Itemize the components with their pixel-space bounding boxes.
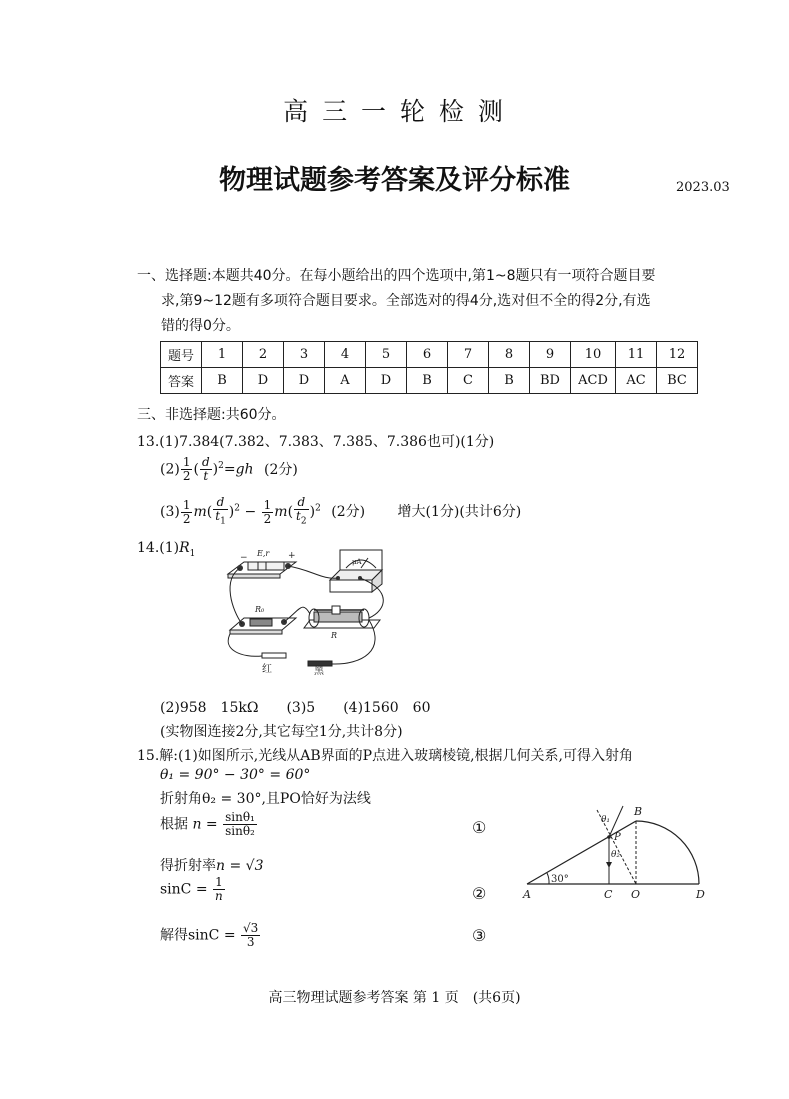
q15-eq2-den: n [215,889,223,903]
q15-eq3 [160,922,261,949]
q15-eq1-lhs: n = [192,816,218,833]
answer-cell: B [407,368,448,394]
q15-eq1-prefix: 根据 [160,816,188,833]
answer-cell: BC [657,368,698,394]
q13-part3: (3) $\frac{1}{2}$ m( $\frac{d}{t_1}$ )$^2$ − $\frac{1}{2}$ m( $\frac{d}{t_2}$ )$^2$ (2分) 增大(1分)(共计6分) [160,495,522,527]
answer-cell: BD [530,368,571,394]
section1-intro-line3: 错的得0分。 [161,318,240,334]
red-lead-label: 红 [262,664,272,675]
table-row-answers [161,368,698,394]
answer-cell: B [489,368,530,394]
question-number-cell: 9 [530,342,571,368]
question-number-cell: 12 [657,342,698,368]
row-label-number: 题号 [161,342,202,368]
r0-label: R₀ [255,605,265,614]
q14-line2: (2)958 15kΩ (3)5 (4)1560 60 [160,700,431,716]
exam-date: 2023.03 [676,180,730,195]
row-label-answer: 答案 [161,368,202,394]
label-theta2: θ₂ [611,850,621,860]
q15-eq1 [160,811,258,838]
question-number-cell: 8 [489,342,530,368]
q15-line2: θ₁ = 90° − 30° = 60° [160,767,311,783]
angle-arc [547,873,549,884]
q15-eq3-den: 3 [246,935,255,949]
battery-board [228,549,296,578]
q14-line3: (实物图连接2分,其它每空1分,共计8分) [160,724,403,740]
q15-eq2-num: 1 [213,876,225,890]
q15-eq-n-prefix: 得折射率 [160,858,216,874]
question-number-cell: 3 [284,342,325,368]
answer-cell: AC [616,368,657,394]
q13-part2: (2) $\frac{1}{2}$ ( $\frac{d}{t}$ )$^2$=gh (2分) [160,455,298,483]
q15-eq1-num: sinθ₁ [225,810,255,824]
question-number-cell: 6 [407,342,448,368]
resistor-r0-board [230,605,296,634]
q13-part2-score: (2分) [264,461,298,478]
answer-cell: B [202,368,243,394]
table-row-numbers [161,342,698,368]
answer-cell: A [325,368,366,394]
q15-line1: 15.解:(1)如图所示,光线从AB界面的P点进入玻璃棱镜,根据几何关系,可得入射角 [137,748,633,764]
q13-line1: 13.(1)7.384(7.382、7.383、7.385、7.386也可)(1分) [137,434,495,450]
black-lead-label: 黑 [314,666,324,675]
q13-part3-prefix: (3) [160,504,180,521]
q15-eq1-den: sinθ₂ [225,824,255,838]
section3-heading: 三、非选择题:共60分。 [137,407,286,423]
q13-part3-extra: 增大(1分)(共计6分) [397,504,522,521]
q15-eq2-mark: ② [472,884,487,903]
label-p: P [614,832,621,843]
answer-cell: D [284,368,325,394]
q15-eq3-mark: ③ [472,926,487,945]
label-d: D [696,888,705,901]
answer-cell: D [366,368,407,394]
red-probe [262,653,286,675]
label-a: A [523,888,531,901]
ray-arrow [606,862,612,868]
svg-text:+: + [288,551,296,561]
meter-label: μA [352,558,362,566]
arc-bd [636,821,699,884]
q13-part2-prefix: (2) [160,461,180,478]
rheostat-label: R [331,631,338,640]
label-b: B [634,805,643,818]
page-footer: 高三物理试题参考答案 第 1 页 (共6页) [268,990,521,1006]
page-title: 物理试题参考答案及评分标准 [219,165,570,196]
q13-part3-score: (2分) [331,504,366,521]
q15-eq3-prefix: 解得 [160,927,188,944]
prism-figure [515,800,715,905]
rheostat [304,606,380,640]
question-number-cell: 7 [448,342,489,368]
question-number-cell: 10 [571,342,616,368]
svg-text:−: − [240,553,248,563]
answer-cell: C [448,368,489,394]
q14-line1-var: R [179,540,190,556]
q14-line1 [137,540,195,559]
answer-cell: ACD [571,368,616,394]
q14-line1-prefix: 14.(1) [137,540,180,556]
q15-eq3-num: √3 [243,921,259,935]
section1-intro-line2: 求,第9~12题有多项符合题目要求。全部选对的得4分,选对但不全的得2分,有选 [161,293,651,309]
q15-eq-n-value: n = √3 [216,858,264,874]
black-probe [308,661,332,675]
point-p [607,835,611,839]
section1-intro-line1: 一、选择题:本题共40分。在每小题给出的四个选项中,第1~8题只有一项符合题目要 [137,268,656,284]
label-c: C [604,888,613,901]
question-number-cell: 5 [366,342,407,368]
exam-subtitle: 高 三 一 轮 检 测 [283,97,506,126]
battery-label: E,r [257,549,270,558]
question-number-cell: 11 [616,342,657,368]
q15-eq3-lhs: sinC = [188,927,236,944]
label-o: O [631,888,641,901]
answer-cell: D [243,368,284,394]
circuit-diagram [222,540,392,675]
q15-eq2-lhs: sinC = [160,881,208,898]
q15-line3: 折射角θ₂ = 30°,且PO恰好为法线 [160,791,371,807]
q15-eq2 [160,876,226,903]
q14-line1-sub: 1 [189,548,196,559]
q15-eq-n [160,855,263,875]
question-number-cell: 1 [202,342,243,368]
label-theta1: θ₁ [601,815,611,825]
question-number-cell: 4 [325,342,366,368]
q15-eq1-mark: ① [472,818,487,837]
angle-30-label: 30° [551,874,569,885]
answer-table [160,341,698,394]
question-number-cell: 2 [243,342,284,368]
